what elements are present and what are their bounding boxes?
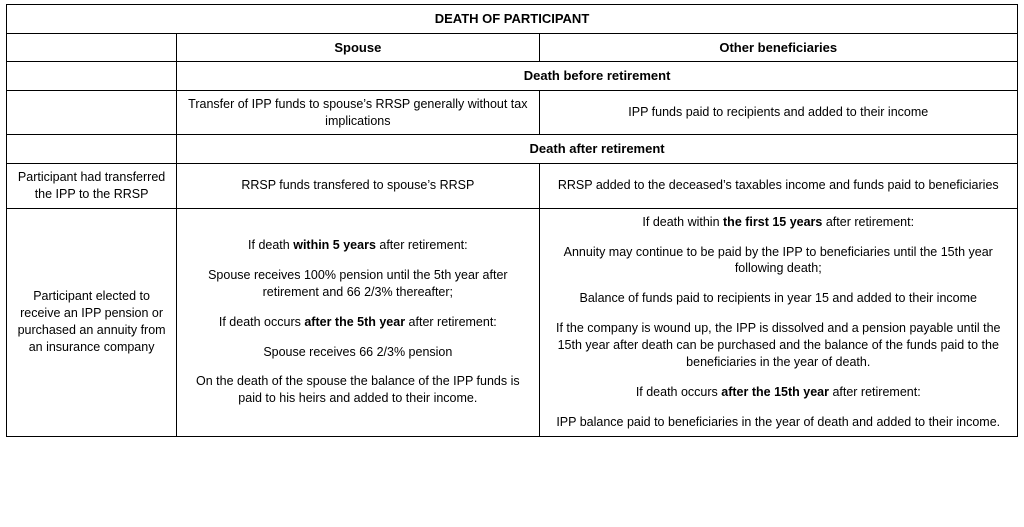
paragraph: If the company is wound up, the IPP is dissolved and a pension payable until the 15th year after death can be purchased and the balance of the funds paid to the beneficiaries in the year of death. [555, 321, 1001, 369]
table-row [7, 90, 1018, 135]
table-row [7, 135, 1018, 164]
transferred-other-cell: RRSP added to the deceased’s taxables income and funds paid to beneficiaries [539, 163, 1018, 208]
paragraph: If death occurs after the 15th year after retirement: [635, 384, 921, 399]
paragraph: IPP balance paid to beneficiaries in the year of death and added to their income. [556, 414, 1001, 429]
before-other-cell: IPP funds paid to recipients and added to their income [539, 90, 1018, 135]
before-blank-cell [7, 90, 177, 135]
table-title: DEATH OF PARTICIPANT [7, 5, 1018, 34]
section-blank-cell-after [7, 135, 177, 164]
table-row [7, 208, 1018, 436]
paragraph: Spouse receives 100% pension until the 5th year after retirement and 66 2/3% thereafter; [208, 267, 508, 299]
table-row [7, 5, 1018, 34]
header-blank-cell [7, 33, 177, 62]
section-blank-cell-before [7, 62, 177, 91]
section-death-after-retirement: Death after retirement [177, 135, 1018, 164]
before-spouse-cell: Transfer of IPP funds to spouse’s RRSP generally without tax implications [177, 90, 539, 135]
table-row [7, 163, 1018, 208]
header-other-beneficiaries: Other beneficiaries [539, 33, 1018, 62]
paragraph: If death within the first 15 years after retirement: [642, 214, 915, 229]
section-death-before-retirement: Death before retirement [177, 62, 1018, 91]
pension-other-cell [539, 208, 1018, 436]
row-label-elected-pension: Participant elected to receive an IPP pension or purchased an annuity from an insurance company [7, 208, 177, 436]
death-of-participant-table [6, 4, 1018, 437]
header-spouse: Spouse [177, 33, 539, 62]
paragraph: Spouse receives 66 2/3% pension [263, 344, 453, 359]
pension-spouse-cell [177, 208, 539, 436]
paragraph: If death occurs after the 5th year after retirement: [218, 314, 497, 329]
paragraph: Balance of funds paid to recipients in year 15 and added to their income [579, 291, 977, 306]
table-row [7, 33, 1018, 62]
paragraph: Annuity may continue to be paid by the IPP to beneficiaries until the 15th year following death; [563, 244, 993, 276]
transferred-spouse-cell: RRSP funds transfered to spouse’s RRSP [177, 163, 539, 208]
row-label-transferred-ipp: Participant had transferred the IPP to the RRSP [7, 163, 177, 208]
table-row [7, 62, 1018, 91]
paragraph: On the death of the spouse the balance of the IPP funds is paid to his heirs and added to their income. [196, 374, 520, 406]
paragraph: If death within 5 years after retirement: [248, 238, 468, 253]
